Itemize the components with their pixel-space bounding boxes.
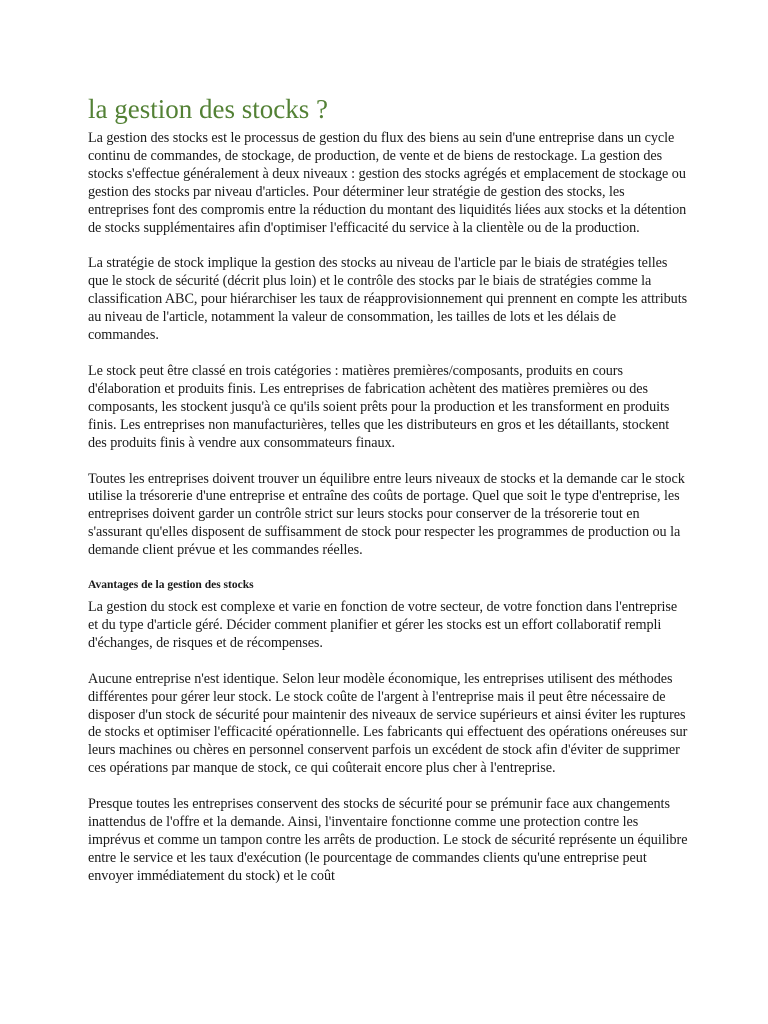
- paragraph-intro-1: La gestion des stocks est le processus de gestion du flux des biens au sein d'une entreprise dans un cycle continu de commandes, de stockage, de production, de vente et de biens de restockage. La gestion des stocks s'effectue généralement à deux niveaux : gestion des stocks agrégés et emplacement de stockage ou gestion des stocks par niveau d'articles. Pour déterminer leur stratégie de gestion des stocks, les entreprises font des compromis entre la réduction du montant des liquidités liées aux stocks et la détention de stocks supplémentaires afin d'optimiser l'efficacité du service à la clientèle ou de la production.: [88, 130, 687, 236]
- document-title: la gestion des stocks ?: [88, 94, 328, 124]
- paragraph-intro-4: Toutes les entreprises doivent trouver un équilibre entre leurs niveaux de stocks et la demande car le stock utilise la trésorerie d'une entreprise et entraîne des coûts de portage. Quel que soit le type d'entreprise, les entreprises doivent garder un contrôle strict sur leurs stocks pour conserver de la trésorerie tout en s'assurant qu'elles disposent de suffisamment de stock pour respecter les programmes de production ou la demande client prévue et les commandes réelles.: [88, 470, 685, 559]
- paragraph-intro-3: Le stock peut être classé en trois catégories : matières premières/composants, produits en cours d'élaboration et produits finis. Les entreprises de fabrication achètent des matières premières ou des composants, les stockent jusqu'à ce qu'ils soient prêts pour la production et les transforment en produits finis. Les entreprises non manufacturières, telles que les distributeurs en gros et les détaillants, stockent des produits finis à vendre aux consommateurs finaux.: [88, 362, 670, 451]
- section-heading-advantages: Avantages de la gestion des stocks: [88, 579, 254, 592]
- paragraph-advantages-2: Aucune entreprise n'est identique. Selon leur modèle économique, les entreprises utilisent des méthodes différentes pour gérer leur stock. Le stock coûte de l'argent à l'entreprise mais il peut être nécessaire de disposer d'un stock de sécurité pour maintenir des niveaux de service supérieurs et ainsi éviter les ruptures de stocks et optimiser l'efficacité opérationnelle. Les fabricants qui effectuent des opérations onéreuses sur leurs machines ou chères en personnel conservent parfois un excédent de stock afin d'éviter de supprimer ces opérations par manque de stock, ce qui coûterait encore plus cher à l'entreprise.: [88, 670, 688, 777]
- paragraph-advantages-3: Presque toutes les entreprises conservent des stocks de sécurité pour se prémunir face aux changements inattendus de l'offre et la demande. Ainsi, l'inventaire fonctionne comme une protection contre les imprévus et comme un tampon contre les arrêts de production. Le stock de sécurité représente un équilibre entre le service et les taux d'exécution (le pourcentage de commandes clients qu'une entreprise peut envoyer immédiatement du stock) et le coût: [88, 796, 688, 884]
- document-page: [88, 92, 688, 904]
- paragraph-advantages-1: La gestion du stock est complexe et varie en fonction de votre secteur, de votre fonction dans l'entreprise et du type d'article géré. Décider comment planifier et gérer les stocks est un effort collaboratif rempli d'échanges, de risques et de récompenses.: [88, 599, 678, 651]
- paragraph-intro-2: La stratégie de stock implique la gestion des stocks au niveau de l'article par le biais de stratégies telles que le stock de sécurité (décrit plus loin) et le contrôle des stocks par le biais de stratégies comme la classification ABC, pour hiérarchiser les taux de réapprovisionnement qui prennent en compte les attributs au niveau de l'article, notamment la valeur de consommation, les tailles de lots et les délais de commandes.: [88, 255, 688, 344]
